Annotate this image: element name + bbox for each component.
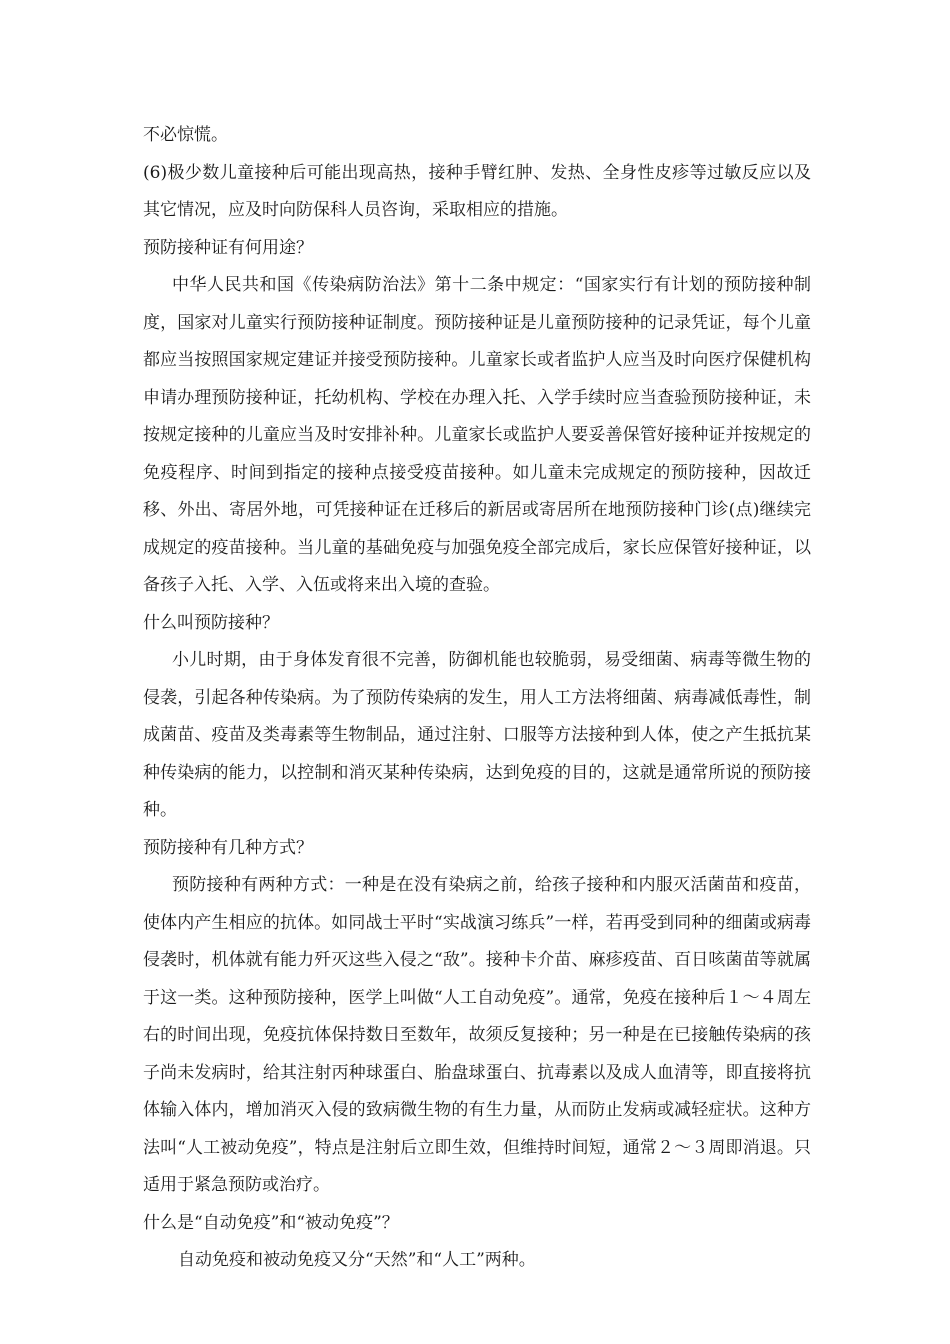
document-body xyxy=(143,117,811,1280)
paragraph-vaccination-methods: 预防接种有两种方式：一种是在没有染病之前，给孩子接种和内服灭活菌苗和疫苗，使体内产生相应的抗体。如同战士平时“实战演习练兵”一样，若再受到同种的细菌或病毒侵袭时，机体就有能力歼灭这些入侵之“敌”。接种卡介苗、麻疹疫苗、百日咳菌苗等就属于这一类。这种预防接种，医学上叫做“人工自动免疫”。通常，免疫在接种后１～４周左右的时间出现，免疫抗体保持数日至数年，故须反复接种；另一种是在已接触传染病的孩子尚未发病时，给其注射丙种球蛋白、胎盘球蛋白、抗毒素以及成人血清等，即直接将抗体输入体内，增加消灭入侵的致病微生物的有生力量，从而防止发病或减轻症状。这种方法叫“人工被动免疫”，特点是注射后立即生效，但维持时间短，通常２～３周即消退。只适用于紧急预防或治疗。 xyxy=(143,875,811,1195)
paragraph-active-passive-immunity: 自动免疫和被动免疫又分“天然”和“人工”两种。 xyxy=(178,1250,536,1270)
paragraph-continuation: 不必惊慌。 xyxy=(143,125,228,145)
section-heading-active-passive-immunity: 什么是“自动免疫”和“被动免疫”？ xyxy=(143,1212,399,1233)
paragraph-item-6: (6)极少数儿童接种后可能出现高热，接种手臂红肿、发热、全身性皮疹等过敏反应以及其它情况，应及时向防保科人员咨询，采取相应的措施。 xyxy=(143,162,811,220)
paragraph-what-is-vaccination: 小儿时期，由于身体发育很不完善，防御机能也较脆弱，易受细菌、病毒等微生物的侵袭，引起各种传染病。为了预防传染病的发生，用人工方法将细菌、病毒减低毒性，制成菌苗、疫苗及类毒素等生物制品，通过注射、口服等方法接种到人体，使之产生抵抗某种传染病的能力，以控制和消灭某种传染病，达到免疫的目的，这就是通常所说的预防接种。 xyxy=(143,650,811,820)
section-heading-vaccination-certificate: 预防接种证有何用途？ xyxy=(143,237,313,258)
section-heading-vaccination-methods: 预防接种有几种方式？ xyxy=(143,837,313,858)
section-heading-what-is-vaccination: 什么叫预防接种？ xyxy=(143,612,279,633)
paragraph-vaccination-certificate: 中华人民共和国《传染病防治法》第十二条中规定：“国家实行有计划的预防接种制度，国家对儿童实行预防接种证制度。预防接种证是儿童预防接种的记录凭证，每个儿童都应当按照国家规定建证并接受预防接种。儿童家长或者监护人应当及时向医疗保健机构申请办理预防接种证，托幼机构、学校在办理入托、入学手续时应当查验预防接种证，未按规定接种的儿童应当及时安排补种。儿童家长或监护人要妥善保管好接种证并按规定的免疫程序、时间到指定的接种点接受疫苗接种。如儿童未完成规定的预防接种，因故迁移、外出、寄居外地，可凭接种证在迁移后的新居或寄居所在地预防接种门诊(点)继续完成规定的疫苗接种。当儿童的基础免疫与加强免疫全部完成后，家长应保管好接种证，以备孩子入托、入学、入伍或将来出入境的查验。 xyxy=(143,275,811,595)
